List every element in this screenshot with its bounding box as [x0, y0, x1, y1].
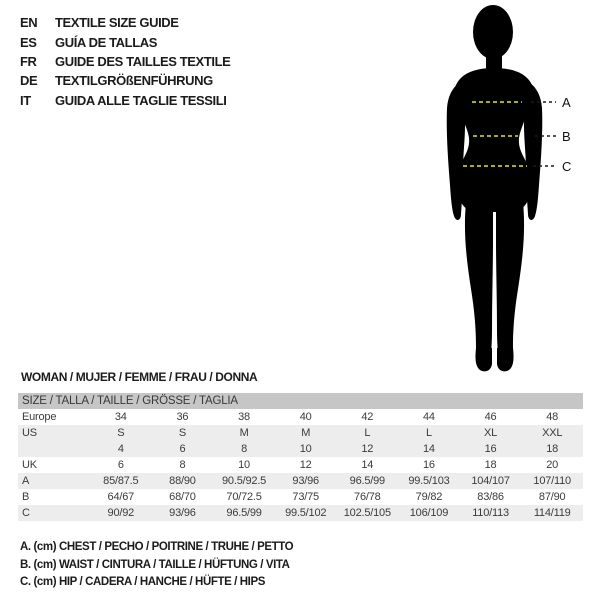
lang-row-en	[20, 13, 230, 32]
lang-code: FR	[20, 53, 37, 69]
table-cell: 106/109	[409, 507, 449, 519]
table-cell: S	[117, 427, 125, 439]
table-cell: 70/72.5	[226, 491, 262, 503]
right-foot-shape	[497, 348, 514, 371]
table-cell: 87/90	[538, 491, 566, 503]
table-cell: 102.5/105	[343, 507, 391, 519]
table-cell: 6	[179, 443, 186, 455]
lang-code: IT	[20, 92, 31, 108]
row-label: B	[22, 491, 30, 503]
table-row-us-letters	[18, 425, 583, 441]
size-table-header: SIZE / TALLA / TAILLE / GRÖSSE / TAGLIA	[18, 393, 583, 409]
table-cell: 96.5/99	[226, 507, 262, 519]
row-label: Europe	[22, 411, 57, 423]
size-table	[18, 393, 583, 521]
table-cell: 34	[114, 411, 127, 423]
table-cell: 48	[546, 411, 559, 423]
table-cell: 114/119	[533, 507, 571, 519]
table-row-us-numbers	[18, 441, 583, 457]
row-label: A	[22, 475, 30, 487]
table-cell: 88/90	[169, 475, 196, 487]
table-cell: 36	[176, 411, 189, 423]
marker-label-b: B	[562, 129, 571, 144]
table-cell: 8	[241, 443, 248, 455]
table-cell: 99.5/102	[285, 507, 327, 519]
body-measurement-figure	[430, 0, 600, 380]
table-cell: 85/87.5	[103, 475, 139, 487]
table-cell: 4	[117, 443, 124, 455]
table-cell: XL	[484, 427, 498, 439]
lang-code: DE	[20, 73, 38, 89]
table-cell: 12	[361, 443, 374, 455]
table-cell: 42	[361, 411, 374, 423]
measurement-legend	[20, 539, 293, 592]
woman-silhouette	[447, 5, 543, 371]
table-row-europe	[18, 409, 583, 425]
legend-item-hip: C. (cm) HIP / CADERA / HANCHE / HÜFTE / HIPS	[20, 576, 266, 588]
lang-row-it	[20, 91, 230, 110]
row-label	[18, 441, 90, 457]
table-cell: 44	[423, 411, 435, 423]
table-cell: 93/96	[292, 475, 319, 487]
table-cell: 20	[546, 459, 559, 471]
language-title-list	[20, 13, 230, 110]
table-row-chest-a	[18, 473, 583, 489]
lang-title: GUIDA ALLE TAGLIE TESSILI	[55, 92, 227, 108]
table-cell: 79/82	[415, 491, 443, 503]
lang-row-es	[20, 32, 230, 51]
lang-row-de	[20, 71, 230, 90]
lang-title: TEXTILGRÖßENFÜHRUNG	[55, 73, 213, 89]
torso-shape	[455, 68, 533, 212]
table-cell: 10	[238, 459, 250, 471]
lang-title: GUIDE DES TAILLES TEXTILE	[55, 53, 231, 69]
table-cell: M	[301, 427, 311, 439]
lang-title: TEXTILE SIZE GUIDE	[55, 15, 179, 31]
table-cell: 14	[423, 443, 435, 455]
table-cell: S	[178, 427, 186, 439]
table-cell: 76/78	[354, 491, 381, 503]
table-cell: XXL	[542, 427, 563, 439]
marker-label-c: C	[562, 159, 572, 174]
table-cell: 64/67	[107, 491, 135, 503]
marker-label-a: A	[562, 95, 571, 110]
lang-title: GUÍA DE TALLAS	[55, 34, 158, 50]
lang-row-fr	[20, 52, 230, 71]
legend-item-waist: B. (cm) WAIST / CINTURA / TAILLE / HÜFTUNG / VITA	[20, 558, 290, 571]
table-cell: 110/113	[472, 507, 509, 519]
table-cell: 46	[484, 411, 497, 423]
table-cell: 12	[299, 459, 312, 471]
table-cell: 14	[361, 459, 374, 471]
table-cell: 73/75	[292, 491, 319, 503]
table-cell: 40	[299, 411, 312, 423]
row-label: C	[22, 507, 30, 519]
table-cell: 83/86	[477, 491, 504, 503]
row-label: UK	[22, 459, 37, 471]
left-leg-shape	[465, 202, 493, 367]
table-cell: 93/96	[169, 507, 196, 519]
table-cell: 104/107	[471, 475, 510, 487]
table-cell: 38	[238, 411, 250, 423]
table-cell: 96.5/99	[349, 475, 385, 487]
lang-code: ES	[20, 34, 37, 50]
gender-title: WOMAN / MUJER / FEMME / FRAU / DONNA	[21, 370, 258, 384]
table-cell: L	[364, 427, 371, 439]
lang-code: EN	[20, 15, 38, 31]
row-label: US	[22, 427, 37, 439]
table-cell: 16	[484, 443, 497, 455]
table-cell: 107/110	[533, 475, 571, 487]
table-cell: 8	[179, 459, 186, 471]
table-cell: 16	[423, 459, 435, 471]
table-row-waist-b	[18, 489, 583, 505]
woman-silhouette-svg	[430, 0, 600, 380]
table-cell: 99.5/103	[408, 475, 450, 487]
table-cell: 90/92	[107, 507, 135, 519]
table-cell: 18	[484, 459, 497, 471]
legend-item-chest: A. (cm) CHEST / PECHO / POITRINE / TRUHE / PETTO	[20, 541, 294, 553]
left-foot-shape	[475, 348, 492, 371]
table-cell: 18	[546, 443, 559, 455]
table-cell: L	[425, 427, 432, 439]
table-cell: M	[239, 427, 249, 439]
table-cell: 90.5/92.5	[222, 475, 267, 487]
table-cell: 10	[299, 443, 312, 455]
table-row-hip-c	[18, 505, 583, 521]
table-row-uk	[18, 457, 583, 473]
table-cell: 6	[117, 459, 124, 471]
right-leg-shape	[496, 202, 524, 367]
table-cell: 68/70	[169, 491, 196, 503]
